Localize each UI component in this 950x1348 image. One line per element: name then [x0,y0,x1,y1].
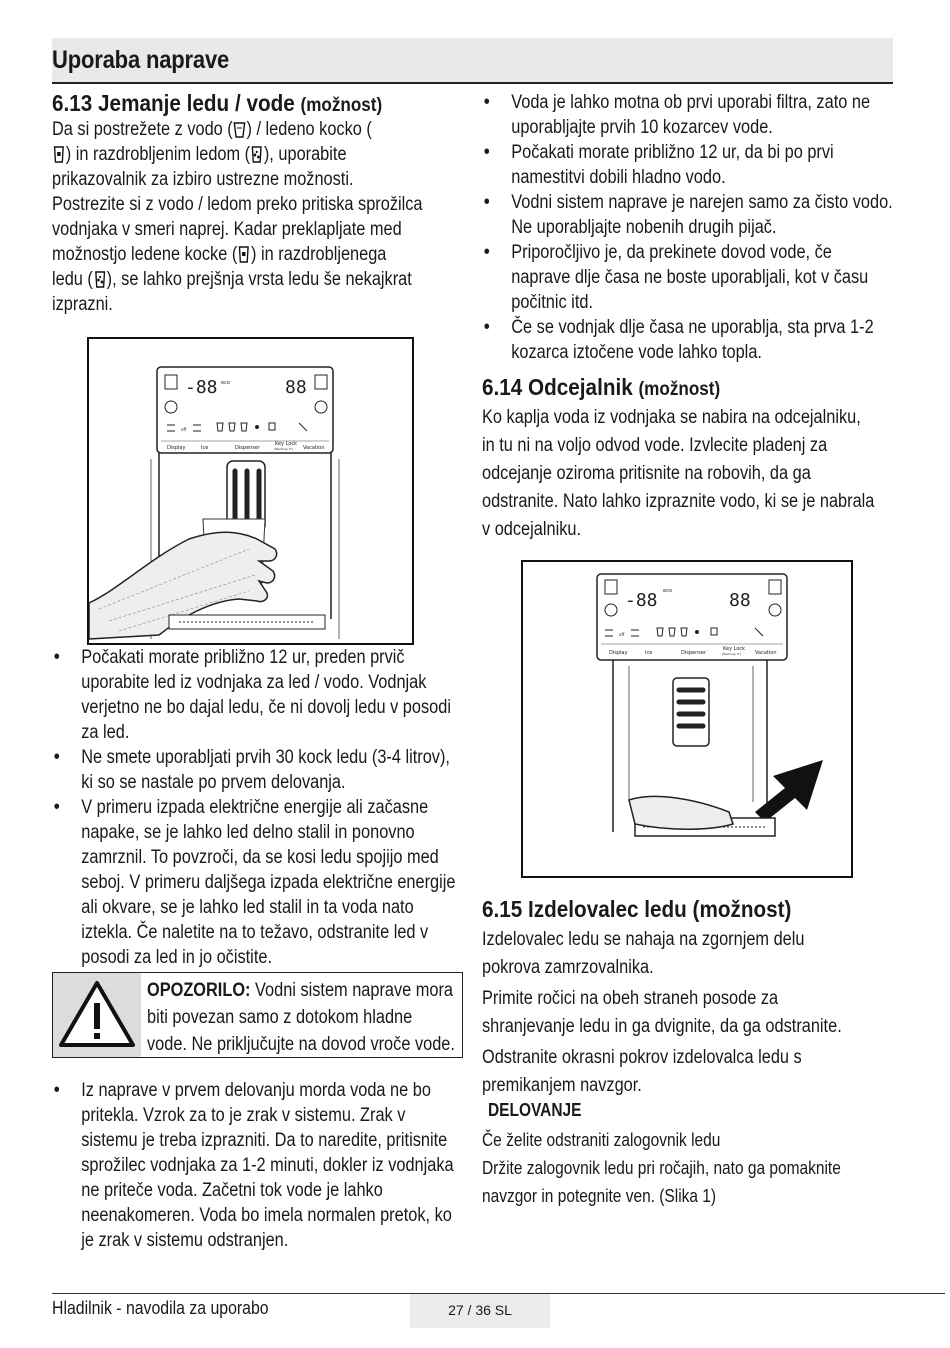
svg-text:(Warmup 3"): (Warmup 3") [274,447,294,451]
section-6-14-title: 6.14 Odcejalnik (možnost) [482,374,721,400]
section-6-13-bullets-2 [52,1078,530,1253]
section-6-13-title: 6.13 Jemanje ledu / vode (možnost) [52,90,383,116]
section-6-13-bullets [52,645,530,970]
drip-tray-illustration [523,562,851,876]
svg-text:-88: -88 [185,377,218,398]
section-6-14-paragraph: Ko kaplja voda iz vodnjaka se nabira na odcejalniku, in tu ni na voljo odvod vode. Izvlecite pladenj za odcejanje oziroma pritisnite na robovih, da ga odstranite. Nato lahko izpraznite vodo, ki se je nabrala v odcejalniku. [482,407,875,540]
dispenser-figure [87,337,414,645]
svg-text:Ice: Ice [201,445,209,451]
svg-text:eco: eco [221,380,230,386]
water-glass-icon [233,119,247,139]
list-item: • Počakati morate približno 12 ur, da bi po prvi namestitvi dobili hladno vodo. [482,140,895,190]
svg-text:Key Lock: Key Lock [275,441,298,447]
list-item: • Priporočljivo je, da prekinete dovod vode, če naprave dlje časa ne boste uporabljali, kot v času počitnic itd. [482,240,895,315]
operation-subheading: DELOVANJE [488,1100,582,1120]
right-bullets [482,90,950,365]
svg-text:88: 88 [729,590,751,611]
svg-text:Ice: Ice [645,650,653,656]
list-item: • Voda je lahko motna ob prvi uporabi filtra, zato ne uporabljajte prvih 10 kozarcev vode. [482,90,895,140]
svg-text:88: 88 [285,377,307,398]
warning-triangle-icon [53,973,141,1057]
page-number: 27 / 36 SL [410,1294,550,1328]
warning-icon-cell [53,973,141,1057]
section-6-13 [52,90,419,117]
list-item: • Iz naprave v prvem delovanju morda voda ne bo pritekla. Vzrok za to je zrak v sistemu. Zrak v sistemu je treba izprazniti. Da to naredite, pritisnite sprožilec vodnjaka za 1-2 minuti, dokler iz vodnjaka ne priteče voda. Začetni tok vode je lahko neenakomeren. Voda bo imela normalen pretok, ko je zrak v sistemu odstranjen. [52,1078,463,1253]
section-6-13-paragraph: Da si postrežete z vodo ( ) / ledeno kocko ( ) in razdrobljenim ledom ( ), uporabite prikazovalnik za izbiro ustrezne možnosti. Postrezite si z vodo / ledom preko pritiska sprožilca vodnjaka v smeri naprej. Kadar preklapljate med možnostjo ledene kocke ( ) in razdrobljenega ledu ( ), se lahko prejšnja vrsta ledu še nekajkrat izprazni. [52,119,423,315]
operation-paragraph: Če želite odstraniti zalogovnik ledu Držite zalogovnik ledu pri ročajih, nato ga pomaknite navzgor in potegnite ven. (Slika 1) [482,1130,841,1206]
svg-text:off: off [619,632,625,637]
ice-cube-icon [237,244,251,264]
list-item: • Ne smete uporabljati prvih 30 kock ledu (3-4 litrov), ki so se nastale po prvem delovanja. [52,745,463,795]
ice-cube-icon [52,144,66,164]
svg-text:Vacation: Vacation [303,445,325,451]
footer-title: Hladilnik - navodila za uporabo [52,1298,269,1318]
svg-text:-88: -88 [625,590,658,611]
svg-text:Vacation: Vacation [755,650,777,656]
svg-text:Key Lock: Key Lock [723,646,746,652]
list-item: • Počakati morate približno 12 ur, preden prvič uporabite led iz vodnjaka za led / vodo. Vodnjak verjetno ne bo dajal ledu, če ni dovolj ledu v posodi za led. [52,645,463,745]
crushed-ice-icon [93,269,107,289]
dispenser-illustration [89,339,412,643]
svg-text:Dispenser: Dispenser [235,445,260,451]
drip-tray-figure [521,560,853,878]
list-item: • Če se vodnjak dlje časa ne uporablja, sta prva 1-2 kozarca iztočene vode lahko topla. [482,315,895,365]
svg-text:(Warmup 3"): (Warmup 3") [722,652,742,656]
list-item: • V primeru izpada električne energije ali začasne napake, se je lahko led delno stalil in ponovno zamrznil. To povzroči, da se kosi ledu spojijo med seboj. V primeru daljšega izpada električne energije ali okvare, se je lahko led stalil in ta voda nato iztekla. Če naletite na to težavo, odstranite led v posodi za led in jo očistite. [52,795,463,970]
svg-text:Display: Display [609,650,628,656]
page-title: Uporaba naprave [52,46,230,74]
list-item: • Vodni sistem naprave je narejen samo za čisto vodo. Ne uporabljajte nobenih drugih pijač. [482,190,895,240]
svg-text:off: off [181,427,187,432]
warning-box [52,972,463,1058]
warning-text: OPOZORILO: Vodni sistem naprave mora biti povezan samo z dotokom hladne vode. Ne priključujte na dovod vroče vode. [147,980,455,1055]
svg-text:Display: Display [167,445,186,451]
section-6-15-paragraph: Izdelovalec ledu se nahaja na zgornjem delu pokrova zamrzovalnika. Primite ročici na obeh straneh posode za shranjevanje ledu in ga dvignite, da ga odstranite. Odstranite okrasni pokrov izdelovalca ledu s premikanjem navzgor. [482,929,842,1096]
crushed-ice-icon [250,144,264,164]
svg-text:Dispenser: Dispenser [681,650,706,656]
svg-text:eco: eco [663,588,672,594]
section-6-15-title: 6.15 Izdelovalec ledu (možnost) [482,896,792,922]
